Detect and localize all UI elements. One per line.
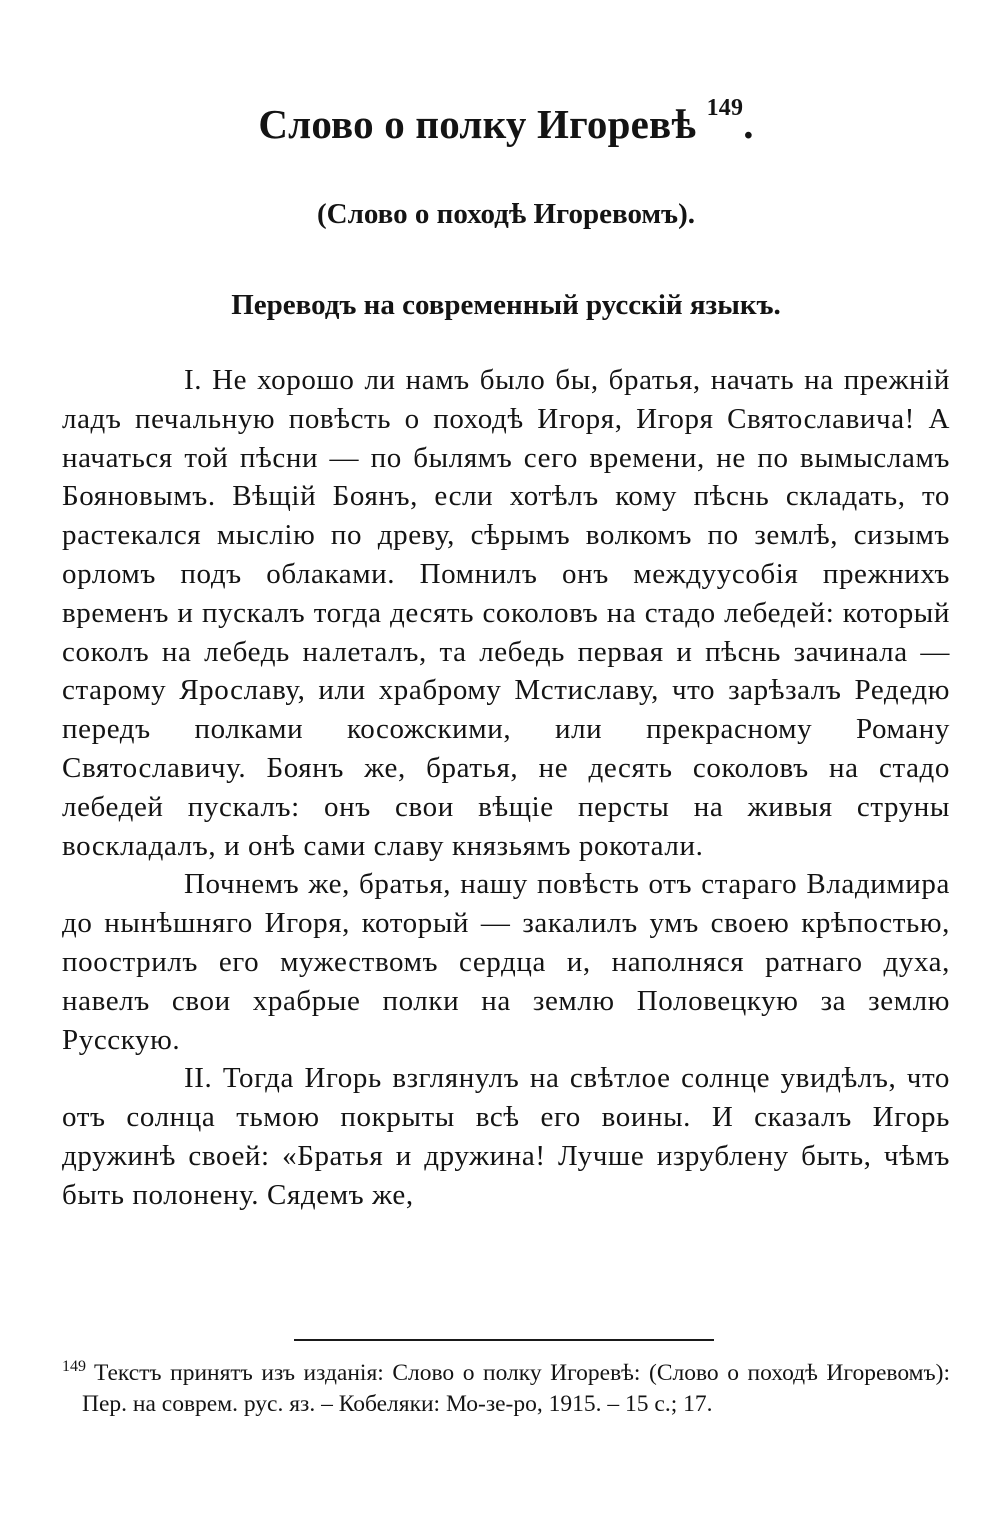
- title-footnote-ref[interactable]: 149: [706, 95, 744, 122]
- footnote-number: 149: [62, 1358, 86, 1376]
- paragraph: Почнемъ же, братья, нашу повѣсть отъ стараго Владимира до нынѣшняго Игоря, который — закалилъ умъ своею крѣпостью, поострилъ его мужествомъ сердца и, наполняся ратнаго духа, навелъ свои храбрые полки на землю Половецкую за землю Русскую.: [62, 868, 950, 1056]
- section-heading: Переводъ на современный русскій языкъ.: [231, 289, 781, 321]
- paragraph: II. Тогда Игорь взглянулъ на свѣтлое солнце увидѣлъ, что отъ солнца тьмою покрыты всѣ его воины. И сказалъ Игорь дружинѣ своей: «Братья и дружина! Лучше изрублену быть, чѣмъ быть полонену. Сядемъ же,: [62, 1062, 950, 1211]
- footnote-text: Текстъ принятъ изъ изданія: Слово о полку Игоревѣ: (Слово о походѣ Игоревомъ): Пер. на соврем. рус. яз. – Кобеляки: Мо-зе-ро, 1915. – 15 с.; 17.: [82, 1360, 950, 1417]
- body-text: [62, 361, 950, 1215]
- title-trailing: .: [743, 101, 754, 147]
- document-page: [62, 0, 950, 1537]
- paragraph: I. Не хорошо ли намъ было бы, братья, начать на прежній ладъ печальную повѣсть о походѣ Игоря, Игоря Святославича! А начаться той пѣсни — по былямъ сего времени, не по вымысламъ Бояновымъ. Вѣщій Боянъ, если хотѣлъ кому пѣснь складать, то растекался мыслію по древу, сѣрымъ волкомъ по землѣ, сизымъ орломъ подъ облаками. Помнилъ онъ междуусобія прежнихъ временъ и пускалъ тогда десять соколовъ на стадо лебедей: который соколъ на лебедь налеталъ, та лебедь первая и пѣснь зачинала — старому Ярославу, или храброму Мстиславу, что зарѣзалъ Редедю передъ полками косожскими, или прекрасному Роману Святославичу. Боянъ же, братья, не десять соколовъ на стадо лебедей пускалъ: онъ свои вѣщіе персты на живыя струны воскладалъ, и онѣ сами славу князьямъ рокотали.: [62, 364, 950, 862]
- subtitle: (Слово о походѣ Игоревомъ).: [317, 198, 695, 230]
- page-title: [62, 96, 950, 152]
- footnote-divider: [294, 1339, 714, 1341]
- title-text: Слово о полку Игоревѣ: [258, 101, 697, 147]
- footnote: [62, 1358, 950, 1419]
